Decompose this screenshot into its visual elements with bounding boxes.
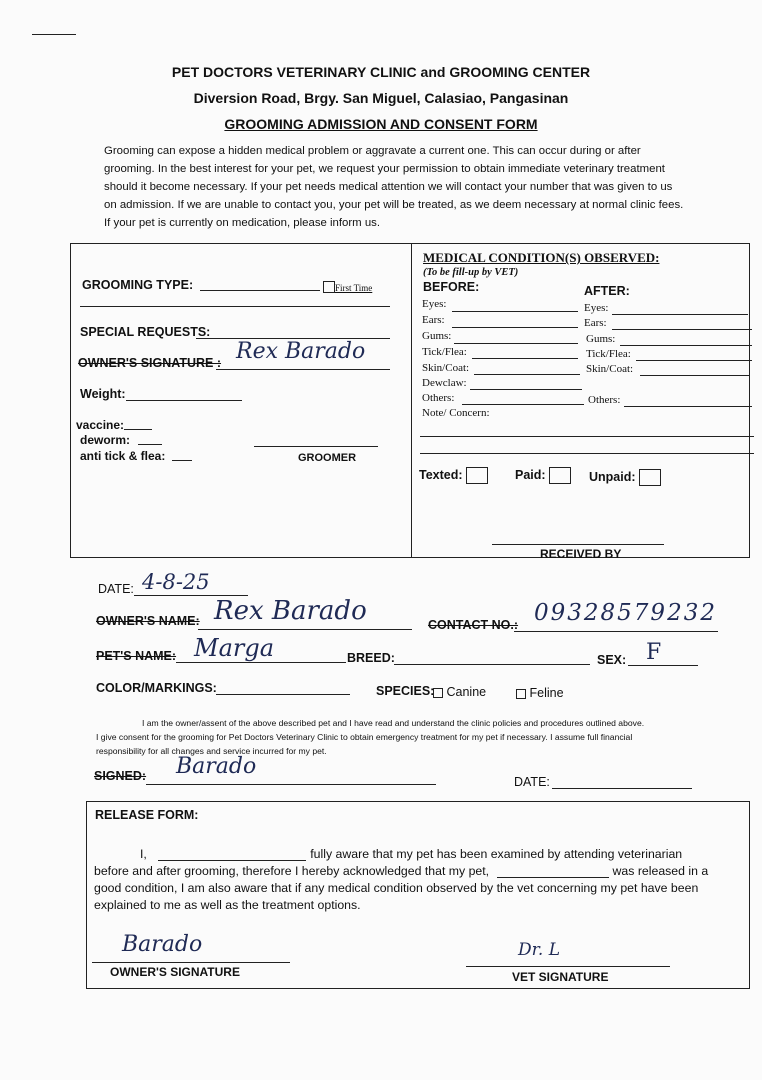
- vet-fill-note: (To be fill-up by VET): [423, 267, 519, 278]
- before-dewclaw: Dewclaw:: [422, 377, 467, 389]
- weight-field[interactable]: [126, 400, 242, 401]
- release-text: [94, 846, 744, 914]
- first-time-checkbox[interactable]: [323, 281, 335, 293]
- unpaid-label: Unpaid:: [589, 469, 661, 486]
- intro-line: If your pet is currently on medication, please inform us.: [104, 217, 381, 229]
- intro-line: should it become necessary. If your pet needs medical attention we will contact your number that was given to us: [104, 181, 673, 193]
- clinic-address: Diversion Road, Brgy. San Miguel, Calasiao, Pangasinan: [193, 90, 569, 106]
- after-eyes: Eyes:: [584, 302, 609, 314]
- grooming-type-field[interactable]: [200, 290, 320, 291]
- release-title: RELEASE FORM:: [95, 808, 199, 822]
- vet-signature-label: VET SIGNATURE: [512, 970, 609, 984]
- after-heading: AFTER:: [584, 284, 630, 298]
- texted-checkbox[interactable]: [466, 467, 488, 484]
- vet-signature-line[interactable]: [466, 966, 670, 967]
- note-concern-label: Note/ Concern:: [422, 407, 490, 419]
- pet-name-handwriting: Marga: [194, 634, 275, 662]
- intro-line: grooming. In the best interest for your pet, we request your permission to obtain immediate veterinary treatment: [104, 163, 665, 175]
- before-gums-field[interactable]: [454, 343, 578, 344]
- after-eyes-field[interactable]: [612, 314, 748, 315]
- form-title: GROOMING ADMISSION AND CONSENT FORM: [224, 116, 538, 132]
- unpaid-checkbox[interactable]: [639, 469, 661, 486]
- groomer-label: GROOMER: [298, 452, 357, 464]
- vet-signature-handwriting: Dr. L: [518, 940, 560, 960]
- texted-label: Texted:: [419, 467, 488, 484]
- before-ears: Ears:: [422, 314, 445, 326]
- consent-line: responsibility for all changes and service incurred for my pet.: [96, 746, 327, 756]
- intro-line: Grooming can expose a hidden medical problem or aggravate a current one. This can occur during or after: [104, 145, 641, 157]
- deworm-field[interactable]: [138, 444, 162, 445]
- canine-option[interactable]: [433, 685, 486, 699]
- pet-name-field[interactable]: [176, 662, 346, 663]
- sex-field[interactable]: [628, 665, 698, 666]
- pet-name-label: PET'S NAME:: [96, 649, 177, 663]
- owner-signature-handwriting: Rex Barado: [236, 339, 366, 364]
- before-heading: BEFORE:: [423, 280, 480, 294]
- before-others-field[interactable]: [462, 404, 584, 405]
- after-others: Others:: [588, 394, 621, 406]
- color-markings-label: COLOR/MARKINGS:: [96, 681, 217, 695]
- clinic-name: PET DOCTORS VETERINARY CLINIC and GROOMING CENTER: [171, 64, 591, 80]
- owner-signature-label: OWNER'S SIGNATURE :: [78, 356, 222, 370]
- note-line-1[interactable]: [420, 436, 754, 437]
- contact-label: CONTACT NO.:: [428, 618, 519, 632]
- feline-option[interactable]: [516, 686, 564, 700]
- groomer-signature-line[interactable]: [254, 446, 378, 447]
- before-skin-coat: Skin/Coat:: [422, 362, 470, 374]
- grooming-type-label: GROOMING TYPE:: [82, 278, 194, 292]
- feline-checkbox[interactable]: [516, 689, 526, 699]
- release-owner-signature-label: OWNER'S SIGNATURE: [110, 965, 240, 979]
- intro-paragraph: [104, 142, 724, 232]
- after-skin-coat: Skin/Coat:: [586, 363, 634, 375]
- before-others: Others:: [422, 392, 455, 404]
- signed-label: SIGNED:: [94, 769, 147, 783]
- grooming-type-extra-line[interactable]: [80, 306, 390, 307]
- after-tick-flea: Tick/Flea:: [586, 348, 631, 360]
- after-ears: Ears:: [584, 317, 607, 329]
- date-handwriting: 4-8-25: [142, 570, 210, 594]
- release-owner-signature-handwriting: Barado: [122, 932, 203, 957]
- signed-field[interactable]: [146, 784, 436, 785]
- sex-label: SEX:: [597, 653, 627, 667]
- special-requests-label: SPECIAL REQUESTS:: [80, 325, 211, 339]
- signed-date-label: DATE:: [514, 775, 550, 789]
- consent-line: I give consent for the grooming for Pet Doctors Veterinary Clinic to obtain emergency treatment for my pet if necessary. I assume full financial: [96, 732, 633, 742]
- release-line-4: explained to me as well as the treatment options.: [94, 898, 361, 912]
- note-line-2[interactable]: [420, 453, 754, 454]
- release-name-field[interactable]: [158, 860, 306, 861]
- before-tick-flea-field[interactable]: [472, 358, 578, 359]
- owner-signature-field[interactable]: [216, 369, 390, 370]
- anti-tick-label: anti tick & flea:: [80, 449, 166, 463]
- owner-name-label: OWNER'S NAME:: [96, 614, 200, 628]
- before-ears-field[interactable]: [452, 327, 578, 328]
- owner-name-handwriting: Rex Barado: [214, 596, 367, 626]
- after-others-field[interactable]: [624, 406, 752, 407]
- contact-handwriting: 09328579232: [534, 600, 717, 626]
- consent-line: I am the owner/assent of the above described pet and I have read and understand the clinic policies and procedures outlined above.: [142, 718, 645, 728]
- stray-mark: [32, 34, 76, 35]
- feline-label: Feline: [529, 686, 564, 700]
- before-tick-flea: Tick/Flea:: [422, 346, 467, 358]
- received-by-line[interactable]: [492, 544, 664, 545]
- box-divider: [411, 244, 412, 557]
- intro-line: on admission. If we are unable to contact you, your pet will be treated, as we deem necessary at normal clinic fees.: [104, 199, 684, 211]
- breed-field[interactable]: [394, 664, 590, 665]
- before-dewclaw-field[interactable]: [470, 389, 582, 390]
- signed-date-field[interactable]: [552, 788, 692, 789]
- canine-label: Canine: [446, 685, 487, 699]
- after-ears-field[interactable]: [612, 329, 752, 330]
- date-label: DATE:: [98, 582, 134, 596]
- owner-name-field[interactable]: [198, 629, 412, 630]
- breed-label: BREED:: [347, 651, 395, 665]
- paid-label: Paid:: [515, 467, 571, 484]
- after-gums-field[interactable]: [620, 345, 752, 346]
- contact-field[interactable]: [514, 631, 718, 632]
- anti-tick-field[interactable]: [172, 460, 192, 461]
- weight-label: Weight:: [80, 387, 126, 401]
- release-line-1: I, fully aware that my pet has been examined by attending veterinarian: [140, 847, 683, 861]
- after-tick-flea-field[interactable]: [636, 360, 752, 361]
- before-eyes-field[interactable]: [452, 311, 578, 312]
- medical-conditions-title: MEDICAL CONDITION(S) OBSERVED:: [423, 250, 660, 265]
- release-line-2: before and after grooming, therefore I hereby acknowledged that my pet, was released in a: [94, 864, 709, 878]
- after-gums: Gums:: [586, 333, 616, 345]
- after-skin-coat-field[interactable]: [640, 375, 750, 376]
- signed-handwriting: Barado: [176, 754, 257, 779]
- paid-checkbox[interactable]: [549, 467, 571, 484]
- first-time-label: First Time: [335, 283, 373, 293]
- received-by-label: RECEIVED BY: [540, 547, 622, 561]
- release-pet-field[interactable]: [497, 877, 609, 878]
- release-owner-signature-line[interactable]: [92, 962, 290, 963]
- vaccine-label: vaccine:: [76, 418, 125, 432]
- before-gums: Gums:: [422, 330, 452, 342]
- before-eyes: Eyes:: [422, 298, 447, 310]
- vaccine-field[interactable]: [124, 429, 152, 430]
- canine-checkbox[interactable]: [433, 688, 443, 698]
- color-markings-field[interactable]: [216, 694, 350, 695]
- species-label: SPECIES:: [376, 684, 435, 698]
- release-line-3: good condition, I am also aware that if any medical condition observed by the vet concerning my pet have been: [94, 881, 699, 895]
- sex-handwriting: F: [646, 640, 662, 665]
- deworm-label: deworm:: [80, 433, 131, 447]
- before-skin-coat-field[interactable]: [474, 374, 580, 375]
- consent-paragraph: [96, 716, 706, 758]
